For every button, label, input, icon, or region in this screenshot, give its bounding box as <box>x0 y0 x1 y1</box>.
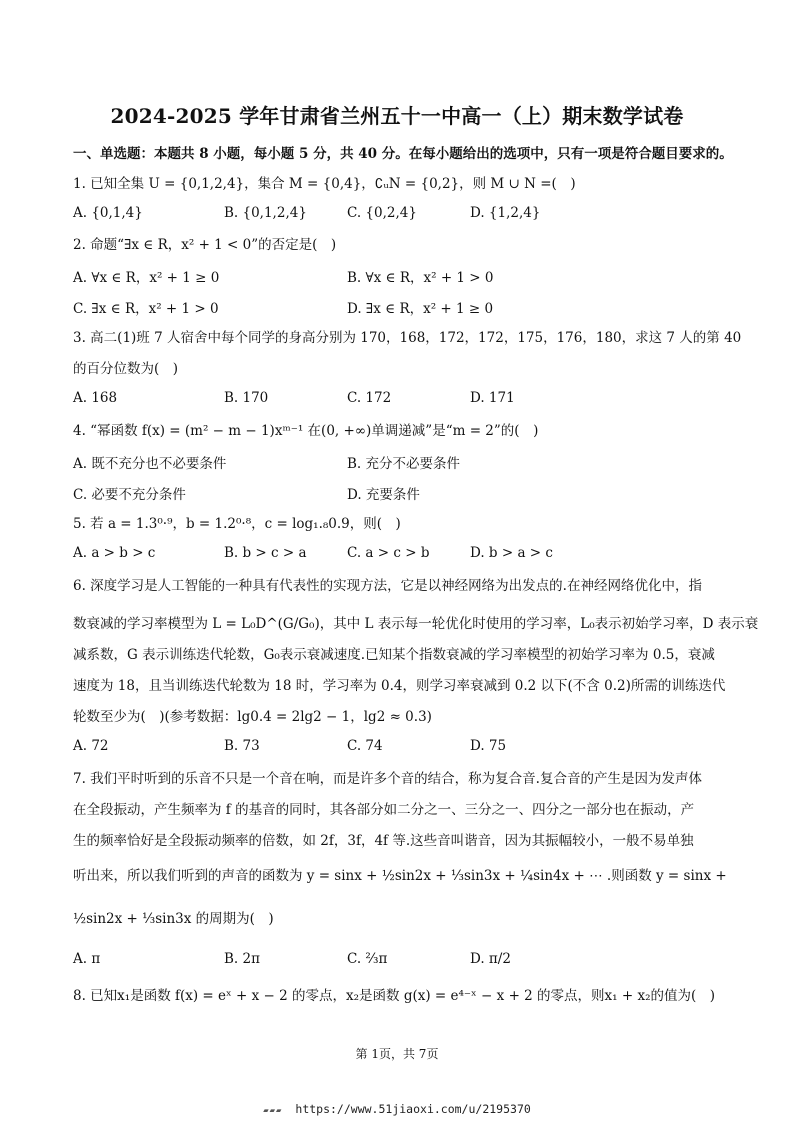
question-4-stem: 4. “幂函数 f(x) = (m² − m − 1)xᵐ⁻¹ 在(0, +∞)单调递减”是“m = 2”的( ) <box>73 423 539 439</box>
q7-option-a: A. π <box>73 951 101 967</box>
question-7-line-3: 生的频率恰好是全段振动频率的倍数，如 2f，3f，4f 等.这些音叫谐音，因为其振幅较小，一般不易单独 <box>73 833 694 849</box>
q6-option-c: C. 74 <box>347 738 383 754</box>
q7-option-c: C. ⅔π <box>347 951 388 967</box>
q4-option-a: A. 既不充分也不必要条件 <box>73 456 227 472</box>
page-title: 2024-2025 学年甘肃省兰州五十一中高一（上）期末数学试卷 <box>110 104 684 128</box>
question-7-line-2: 在全段振动，产生频率为 f 的基音的同时，其各部分如二分之一、三分之一、四分之一部分也在振动，产 <box>73 802 695 818</box>
question-5-stem: 5. 若 a = 1.3⁰·⁹，b = 1.2⁰·⁸，c = log₁.₈0.9，则( ) <box>73 516 401 532</box>
q4-option-d: D. 充要条件 <box>347 487 420 503</box>
q1-option-b: B. {0,1,2,4} <box>224 205 307 221</box>
watermark-logo-icon: ▰▰▰ <box>263 1106 283 1116</box>
question-6-line-3: 减系数，G 表示训练迭代轮数，G₀表示衰减速度.已知某个指数衰减的学习率模型的初始学习率为 0.5，衰减 <box>73 647 715 663</box>
q2-option-b: B. ∀x ∈ R，x² + 1 > 0 <box>347 270 494 286</box>
question-3-line-1: 3. 高二(1)班 7 人宿舍中每个同学的身高分别为 170，168，172，172，175，176，180，求这 7 人的第 40 <box>73 330 742 346</box>
question-8-stem: 8. 已知x₁是函数 f(x) = eˣ + x − 2 的零点，x₂是函数 g(x) = e⁴⁻ˣ − x + 2 的零点，则x₁ + x₂的值为( ) <box>73 988 716 1004</box>
q2-option-a: A. ∀x ∈ R，x² + 1 ≥ 0 <box>73 270 220 286</box>
page-footer: 第 1页，共 7页 <box>355 1047 439 1061</box>
q1-option-a: A. {0,1,4} <box>73 205 143 221</box>
q5-option-b: B. b > c > a <box>224 545 307 561</box>
q6-option-a: A. 72 <box>73 738 109 754</box>
q3-option-b: B. 170 <box>224 390 269 406</box>
question-1-stem: 1. 已知全集 U = {0,1,2,4}，集合 M = {0,4}，∁ᵤN = {0,2}，则 M ∪ N =( ) <box>73 176 576 192</box>
watermark-url: https://www.51jiaoxi.com/u/2195370 <box>295 1102 531 1116</box>
question-2-stem: 2. 命题“∃x ∈ R，x² + 1 < 0”的否定是( ) <box>73 237 337 253</box>
q3-option-c: C. 172 <box>347 390 392 406</box>
q5-option-d: D. b > a > c <box>470 545 553 561</box>
question-6-line-1: 6. 深度学习是人工智能的一种具有代表性的实现方法，它是以神经网络为出发点的.在神经网络优化中，指 <box>73 578 702 594</box>
q7-option-b: B. 2π <box>224 951 260 967</box>
q4-option-b: B. 充分不必要条件 <box>347 456 461 472</box>
q7-option-d: D. π/2 <box>470 951 511 967</box>
q6-option-d: D. 75 <box>470 738 507 754</box>
question-7-line-5: ½sin2x + ⅓sin3x 的周期为( ) <box>73 911 274 927</box>
q3-option-a: A. 168 <box>73 390 118 406</box>
question-6-line-5: 轮数至少为( )(参考数据：lg0.4 = 2lg2 − 1，lg2 ≈ 0.3) <box>73 709 432 725</box>
question-6-line-2: 数衰减的学习率模型为 L = L₀D^(G/G₀)，其中 L 表示每一轮优化时使用的学习率，L₀表示初始学习率，D 表示衰 <box>73 616 759 632</box>
q1-option-c: C. {0,2,4} <box>347 205 417 221</box>
question-7-line-1: 7. 我们平时听到的乐音不只是一个音在响，而是许多个音的结合，称为复合音.复合音的产生是因为发声体 <box>73 771 702 787</box>
question-6-line-4: 速度为 18，且当训练迭代轮数为 18 时，学习率为 0.4，则学习率衰减到 0.2 以下(不含 0.2)所需的训练迭代 <box>73 678 726 694</box>
q2-option-c: C. ∃x ∈ R，x² + 1 > 0 <box>73 301 219 317</box>
q4-option-c: C. 必要不充分条件 <box>73 487 186 503</box>
q5-option-c: C. a > c > b <box>347 545 430 561</box>
question-3-line-2: 的百分位数为( ) <box>73 361 179 377</box>
q5-option-a: A. a > b > c <box>73 545 156 561</box>
q2-option-d: D. ∃x ∈ R，x² + 1 ≥ 0 <box>347 301 494 317</box>
q6-option-b: B. 73 <box>224 738 260 754</box>
q1-option-d: D. {1,2,4} <box>470 205 541 221</box>
q3-option-d: D. 171 <box>470 390 515 406</box>
question-7-line-4: 听出来，所以我们听到的声音的函数为 y = sinx + ½sin2x + ⅓sin3x + ¼sin4x + ⋯ .则函数 y = sinx + <box>73 868 727 884</box>
watermark <box>0 1102 794 1116</box>
section-heading: 一、单选题：本题共 8 小题，每小题 5 分，共 40 分。在每小题给出的选项中，只有一项是符合题目要求的。 <box>73 146 733 162</box>
